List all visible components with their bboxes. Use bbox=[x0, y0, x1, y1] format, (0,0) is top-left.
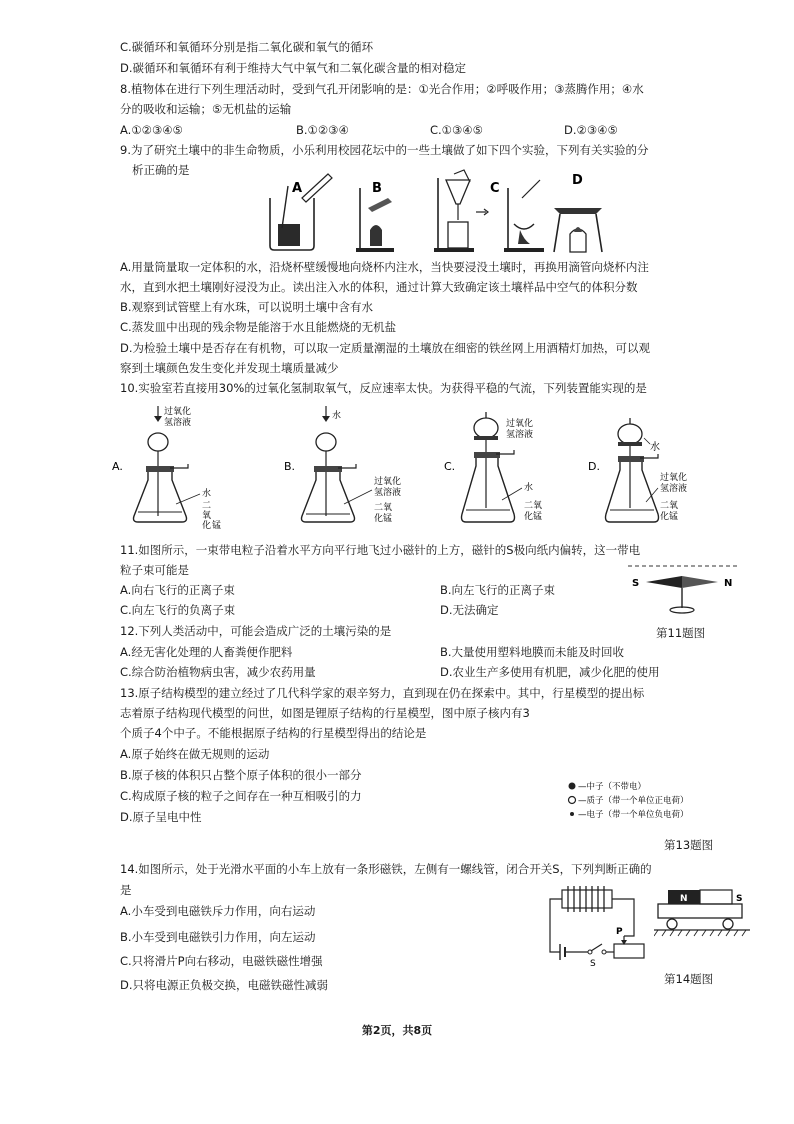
q14-stem-line-1: 14.如图所示，处于光滑水平面的小车上放有一条形磁铁，左侧有一螺线管，闭合开关S，下列判断正确的 bbox=[120, 862, 652, 876]
q14-fig-switch-label: S bbox=[590, 959, 596, 966]
q10-stem: 10.实验室若直接用30%的过氧化氢制取氧气，反应速率太快。为获得平稳的气流，下列装置能实现的是 bbox=[120, 381, 647, 395]
q11-option-d: D.无法确定 bbox=[440, 603, 499, 617]
q8-stem-line-1: 8.植物体在进行下列生理活动时，受到气孔开闭影响的是：①光合作用；②呼吸作用；③蒸腾作用；④水 bbox=[120, 82, 644, 96]
q12-stem: 12.下列人类活动中，可能会造成广泛的土壤污染的是 bbox=[120, 624, 392, 638]
q11-option-a: A.向右飞行的正离子束 bbox=[120, 583, 235, 597]
q10-c-mno2-label-2: 化锰 bbox=[524, 512, 543, 522]
q9-fig-label-a: A bbox=[292, 181, 303, 196]
q14-option-d: D.只将电源正负极交换，电磁铁磁性减弱 bbox=[120, 978, 329, 992]
q10-a-mno2-label-3: 化 bbox=[202, 521, 212, 531]
q14-stem-line-2: 是 bbox=[120, 883, 132, 897]
q14-cart-figure bbox=[654, 884, 754, 940]
q13-option-c: C.构成原子核的粒子之间存在一种互相吸引的力 bbox=[120, 789, 362, 803]
q10-a-top-label-2: 氢溶液 bbox=[164, 418, 192, 428]
q10-b-letter: B. bbox=[284, 460, 296, 473]
q9-fig-d-tripod bbox=[554, 208, 602, 252]
q13-option-a: A.原子始终在做无规则的运动 bbox=[120, 747, 270, 761]
rheostat-icon bbox=[614, 944, 644, 958]
q14-fig-n-label: N bbox=[680, 894, 688, 904]
q9-experiment-figure bbox=[258, 168, 608, 258]
q13-figure-caption: 第13题图 bbox=[664, 838, 714, 852]
q14-option-a: A.小车受到电磁铁斥力作用，向右运动 bbox=[120, 904, 316, 918]
q14-circuit-figure bbox=[544, 882, 650, 966]
q10-b-mno2-label-1: 二氧 bbox=[374, 503, 393, 513]
q14-option-b: B.小车受到电磁铁引力作用，向左运动 bbox=[120, 930, 316, 944]
q10-b-top-label: 水 bbox=[332, 411, 342, 421]
q14-fig-s-label: S bbox=[736, 894, 743, 904]
q14-fig-p-label: P bbox=[616, 927, 623, 937]
q9-stem-line-1: 9.为了研究土壤中的非生命物质，小乐利用校园花坛中的一些土壤做了如下四个实验，下列有关实验的分 bbox=[120, 143, 649, 157]
q11-figure-caption: 第11题图 bbox=[656, 626, 706, 640]
q7-option-d: D.碳循环和氧循环有利于维持大气中氧气和二氧化碳含量的相对稳定 bbox=[120, 61, 467, 75]
q13-stem-line-1: 13.原子结构模型的建立经过了几代科学家的艰辛努力，直到现在仍在探索中。其中，行星模型的提出标 bbox=[120, 686, 645, 700]
q12-option-a: A.经无害化处理的人畜粪便作肥料 bbox=[120, 645, 293, 659]
q9-fig-label-b: B bbox=[372, 181, 382, 196]
q10-c-water-label: 水 bbox=[524, 483, 534, 493]
q8-option-d: D.②③④⑤ bbox=[564, 123, 618, 137]
q13-stem-line-3: 个质子4个中子。不能根据原子结构的行星模型得出的结论是 bbox=[120, 726, 427, 740]
q13-stem-line-2: 志着原子结构现代模型的问世，如图是锂原子结构的行星模型，图中原子核内有3 bbox=[120, 706, 530, 720]
q11-compass-figure bbox=[628, 562, 738, 618]
q9-fig-label-d: D bbox=[572, 173, 583, 188]
page-footer: 第2页，共8页 bbox=[361, 1024, 433, 1037]
q10-apparatus-figure bbox=[112, 404, 698, 532]
q10-d-letter: D. bbox=[588, 460, 600, 473]
q8-option-a: A.①②③④⑤ bbox=[120, 123, 183, 137]
q13-legend bbox=[566, 778, 746, 824]
q11-fig-n-label: N bbox=[724, 578, 733, 589]
q8-stem-line-2: 分的吸收和运输；⑤无机盐的运输 bbox=[120, 102, 292, 116]
q10-d-side-label-1: 过氧化 bbox=[660, 473, 688, 483]
q13-legend-neutron: —中子（不带电） bbox=[578, 782, 647, 792]
q13-option-d: D.原子呈电中性 bbox=[120, 810, 202, 824]
q12-option-b: B.大量使用塑料地膜而未能及时回收 bbox=[440, 645, 625, 659]
q10-c-mno2-label-1: 二氧 bbox=[524, 501, 543, 511]
q10-c-top-label-2: 氢溶液 bbox=[506, 430, 534, 440]
q10-b-side-label-2: 氢溶液 bbox=[374, 488, 402, 498]
q9-fig-label-c: C bbox=[490, 181, 500, 196]
q11-needle-s-half bbox=[646, 576, 682, 588]
q9-fig-b-heating bbox=[356, 188, 394, 252]
q10-b-mno2-label-2: 化锰 bbox=[374, 514, 393, 524]
q8-option-c: C.①③④⑤ bbox=[430, 123, 483, 137]
q10-c-top-label-1: 过氧化 bbox=[506, 419, 534, 429]
q11-needle-n-half bbox=[682, 576, 718, 588]
q14-option-c: C.只将滑片P向右移动，电磁铁磁性增强 bbox=[120, 954, 323, 968]
q10-a-water-label: 水 bbox=[202, 489, 212, 499]
q12-option-c: C.综合防治植物病虫害，减少农药用量 bbox=[120, 665, 316, 679]
q9-option-b: B.观察到试管壁上有水珠，可以说明土壤中含有水 bbox=[120, 300, 374, 314]
q10-d-top-label: 水 bbox=[650, 442, 660, 453]
q10-a-top-label-1: 过氧化 bbox=[164, 407, 192, 417]
q11-option-c: C.向左飞行的负离子束 bbox=[120, 603, 236, 617]
q9-option-d-line-2: 察到土壤颜色发生变化并发现土壤质量减少 bbox=[120, 361, 339, 375]
q10-a-mno2-label-2: 氧 bbox=[202, 511, 212, 521]
q14-magnet-s-half bbox=[700, 890, 732, 904]
q10-a-letter: A. bbox=[112, 460, 123, 473]
q11-stem-line-2: 粒子束可能是 bbox=[120, 563, 189, 577]
q14-cart-body bbox=[658, 904, 742, 918]
q9-option-a-line-2: 水，直到水把土壤刚好浸没为止。读出注入水的体积，通过计算大致确定该土壤样品中空气的体积分数 bbox=[120, 280, 638, 294]
q10-c-letter: C. bbox=[444, 460, 456, 473]
q9-option-d-line-1: D.为检验土壤中是否存在有机物，可以取一定质量潮湿的土壤放在细密的铁丝网上用酒精灯加热，可以观 bbox=[120, 341, 651, 355]
q10-d-side-label-2: 氢溶液 bbox=[660, 484, 688, 494]
electron-icon bbox=[570, 812, 574, 816]
q14-solenoid bbox=[562, 886, 612, 912]
q14-figure-caption: 第14题图 bbox=[664, 972, 714, 986]
q9-option-a-line-1: A.用量筒量取一定体积的水，沿烧杯壁缓慢地向烧杯内注水，当快要浸没土壤时，再换用滴管向烧杯内注 bbox=[120, 260, 649, 274]
q10-apparatus-c bbox=[444, 412, 542, 522]
q13-legend-proton: —质子（带一个单位正电荷） bbox=[578, 796, 689, 806]
q11-option-b: B.向左飞行的正离子束 bbox=[440, 583, 556, 597]
q11-stem-line-1: 11.如图所示，一束带电粒子沿着水平方向平行地飞过小磁针的上方，磁针的S极向纸内偏转，这一带电 bbox=[120, 543, 641, 557]
neutron-icon bbox=[569, 783, 576, 790]
q13-legend-electron: —电子（带一个单位负电荷） bbox=[578, 810, 689, 820]
proton-icon bbox=[569, 797, 576, 804]
q10-b-side-label-1: 过氧化 bbox=[374, 477, 402, 487]
q10-apparatus-a bbox=[112, 405, 221, 531]
q10-d-mno2-label-1: 二氧 bbox=[660, 501, 679, 511]
q9-stem-line-2: 析正确的是 bbox=[132, 163, 190, 177]
q10-a-mno2-label-1: 二 bbox=[202, 501, 212, 511]
switch-icon bbox=[591, 944, 602, 951]
q9-fig-c-filtration bbox=[434, 170, 544, 252]
q8-option-b: B.①②③④ bbox=[296, 123, 349, 137]
q10-a-mno2-label-4: 锰 bbox=[212, 521, 222, 531]
q12-option-d: D.农业生产多使用有机肥，减少化肥的使用 bbox=[440, 665, 660, 679]
q9-option-c: C.蒸发皿中出现的残余物是能溶于水且能燃烧的无机盐 bbox=[120, 320, 397, 334]
q10-apparatus-b bbox=[284, 406, 401, 524]
q7-option-c: C.碳循环和氧循环分别是指二氧化碳和氧气的循环 bbox=[120, 40, 374, 54]
q13-option-b: B.原子核的体积只占整个原子体积的很小一部分 bbox=[120, 768, 362, 782]
q10-apparatus-d bbox=[588, 418, 687, 522]
q11-fig-s-label: S bbox=[632, 578, 640, 589]
q10-d-mno2-label-2: 化锰 bbox=[660, 512, 679, 522]
